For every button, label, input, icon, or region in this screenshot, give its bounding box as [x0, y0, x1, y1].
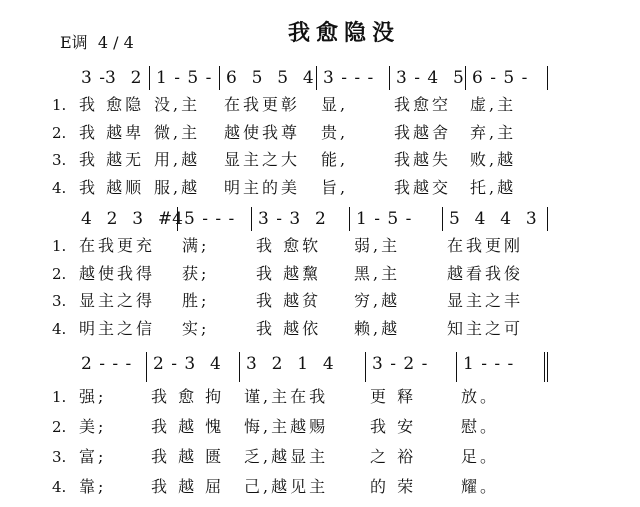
lyric-segment: 没,主: [154, 95, 201, 114]
lyric-segment: 黑,主: [354, 263, 401, 283]
lyric-segment: 实;: [182, 318, 210, 338]
music-system-3: [52, 352, 548, 505]
lyric-segment: 之 裕: [370, 447, 417, 466]
verse-number: 3.: [52, 151, 67, 169]
lyric-segment: 满;: [182, 236, 210, 255]
notation-measure: 6 5 5 4: [220, 66, 317, 90]
lyric-segment: 显,: [321, 95, 349, 114]
lyric-segment: 显主之丰: [447, 291, 524, 310]
verse-number: 3.: [52, 292, 67, 310]
lyric-segment: 谨,主在我: [244, 387, 329, 406]
notation-measure: 1 - - -: [457, 352, 548, 382]
lyric-segment: 强;: [79, 387, 107, 406]
notation-measure: 3 2 1 4: [240, 352, 366, 382]
lyric-segment: 知主之可: [447, 318, 524, 338]
notation-measure: 4 2 3 #4: [75, 207, 178, 231]
verse-number: 2.: [52, 123, 67, 142]
lyric-segment: 我越交: [394, 177, 452, 197]
notation-measure: 5 4 4 3: [443, 207, 548, 231]
verse-number: 2.: [52, 418, 67, 436]
lyric-segment: 我 越 屈: [151, 477, 225, 496]
lyric-segment: 我愈空: [394, 95, 452, 114]
verse-number: 1.: [52, 96, 67, 114]
lyric-segment: 美;: [79, 417, 107, 436]
lyric-segment: 旨,: [321, 177, 349, 197]
lyric-segment: 明主之信: [79, 318, 156, 338]
verse-number: 4.: [52, 178, 67, 197]
verse-number: 2.: [52, 264, 67, 283]
lyric-segment: 在我更充: [79, 236, 156, 255]
lyric-segment: 我 越依: [256, 318, 322, 338]
lyric-segment: 更 释: [370, 387, 417, 406]
lyric-segment: 在我更刚: [447, 236, 524, 255]
lyric-segment: 胜;: [182, 291, 210, 310]
lyric-segment: 败,越: [470, 150, 517, 169]
lyric-segment: 显主之得: [79, 291, 156, 310]
lyric-segment: 托,越: [470, 177, 517, 197]
lyric-segment: 在我更彰: [224, 95, 301, 114]
notation-measure: 2 - 3 4: [147, 352, 240, 382]
verse-number: 1.: [52, 388, 67, 406]
verse-number: 1.: [52, 237, 67, 255]
lyric-segment: 富;: [79, 447, 107, 466]
lyric-segment: 我 愈隐: [79, 95, 145, 114]
lyric-segment: 赖,越: [354, 318, 401, 338]
lyric-segment: 我 愈软: [256, 236, 322, 255]
lyric-segment: 越看我俊: [447, 263, 524, 283]
lyric-segment: 微,主: [154, 122, 201, 142]
notation-spacer: [52, 352, 75, 382]
lyric-segment: 我 越黧: [256, 263, 322, 283]
verse-number: 4.: [52, 478, 67, 496]
lyric-segment: 越使我得: [79, 263, 156, 283]
lyric-segment: 越使我尊: [224, 122, 301, 142]
lyric-segment: 我 越顺: [79, 177, 145, 197]
notation-measure: 6 - 5 -: [466, 66, 548, 90]
lyric-segment: 我 安: [370, 417, 417, 436]
lyric-segment: 能,: [321, 150, 349, 169]
notation-measure: 3 - 3 2: [252, 207, 350, 231]
notation-measure: 3 -3 2: [75, 66, 150, 90]
song-title: 我愈隐没: [288, 20, 401, 46]
notation-measure: 5 - - -: [178, 207, 252, 231]
lyric-segment: 我越失: [394, 150, 452, 169]
lyric-segment: 靠;: [79, 477, 107, 496]
lyric-segment: 我 愈 拘: [151, 387, 225, 406]
lyric-segment: 用,越: [154, 150, 201, 169]
notation-measure: 3 - 4 5: [390, 66, 466, 90]
lyric-segment: 我 越贫: [256, 291, 322, 310]
lyric-segment: 己,越见主: [244, 477, 329, 496]
lyric-segment: 我 越无: [79, 150, 145, 169]
lyric-segment: 显主之大: [224, 150, 301, 169]
lyric-segment: 我 越 匮: [151, 447, 225, 466]
verse-number: 4.: [52, 319, 67, 338]
lyric-segment: 足。: [461, 447, 500, 466]
notation-measure: 1 - 5 -: [350, 207, 443, 231]
lyric-segment: 悔,主越赐: [244, 417, 329, 436]
notation-measure: 2 - - -: [75, 352, 147, 382]
notation-measure: 1 - 5 -: [150, 66, 220, 90]
lyric-segment: 乏,越显主: [244, 447, 329, 466]
key-signature: E调 4 / 4: [60, 33, 134, 52]
lyric-segment: 的 荣: [370, 477, 417, 496]
lyric-segment: 服,越: [154, 177, 201, 197]
lyric-segment: 虚,主: [470, 95, 517, 114]
lyric-segment: 我 越卑: [79, 122, 145, 142]
notation-measure: 3 - 2 -: [366, 352, 457, 382]
lyric-segment: 耀。: [461, 477, 500, 496]
lyric-segment: 我越舍: [394, 122, 452, 142]
music-system-1: [52, 66, 548, 203]
lyric-segment: 我 越 愧: [151, 417, 225, 436]
notation-spacer: [52, 66, 75, 90]
lyric-segment: 放。: [461, 387, 500, 406]
lyric-segment: 弱,主: [354, 236, 401, 255]
lyric-segment: 贵,: [321, 122, 349, 142]
lyric-segment: 明主的美: [224, 177, 301, 197]
music-system-2: [52, 207, 548, 344]
notation-measure: 3 - - -: [317, 66, 390, 90]
notation-spacer: [52, 207, 75, 231]
lyric-segment: 弃,主: [470, 122, 517, 142]
lyric-segment: 获;: [182, 263, 210, 283]
verse-number: 3.: [52, 448, 67, 466]
lyric-segment: 穷,越: [354, 291, 401, 310]
lyric-segment: 慰。: [461, 417, 500, 436]
